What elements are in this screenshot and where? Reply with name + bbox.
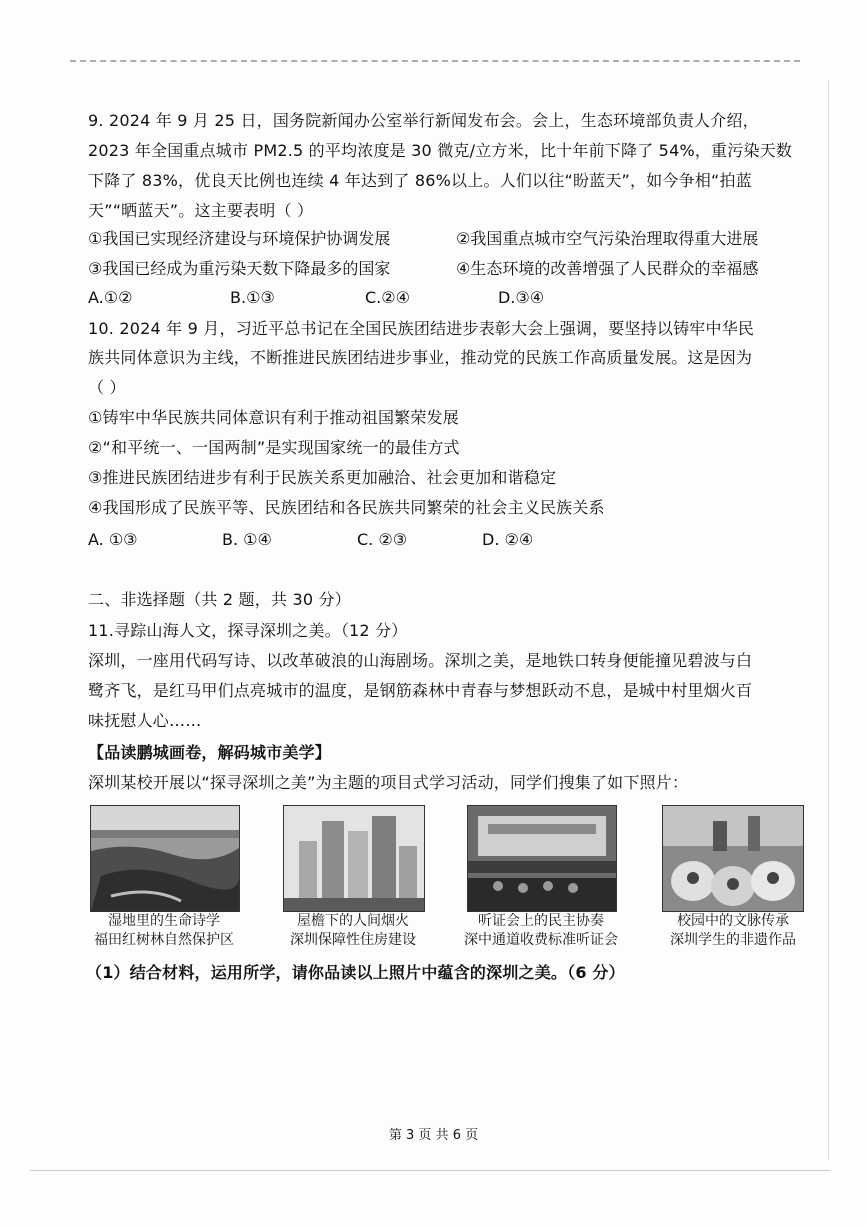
photo-1-caption-title: 湿地里的生命诗学 <box>108 913 220 929</box>
q10-statement-2: ②“和平统一、一国两制”是实现国家统一的最佳方式 <box>88 438 460 457</box>
q9-statement-3: ③我国已经成为重污染天数下降最多的国家 <box>88 259 391 278</box>
q11-sub-question-1: （1）结合材料，运用所学，请你品读以上照片中蕴含的深圳之美。（6 分） <box>86 963 625 982</box>
q10-stem-line-2: 族共同体意识为主线，不断推进民族团结进步事业，推动党的民族工作高质量发展。这是因为 <box>88 348 753 367</box>
q11-subheading: 【品读鹏城画卷，解码城市美学】 <box>88 743 332 762</box>
photo-3-caption <box>451 912 631 950</box>
q9-option-c[interactable]: C.②④ <box>365 288 410 307</box>
q11-activity: 深圳某校开展以“探寻深圳之美”为主题的项目式学习活动，同学们搜集了如下照片： <box>88 773 689 792</box>
q10-statement-1: ①铸牢中华民族共同体意识有利于推动祖国繁荣发展 <box>88 408 459 427</box>
q11-intro-line-1: 深圳，一座用代码写诗、以改革破浪的山海剧场。深圳之美，是地铁口转身便能撞见碧波与白 <box>88 651 753 670</box>
photo-3-caption-subtitle: 深中通道收费标准听证会 <box>464 932 618 948</box>
q10-statement-3: ③推进民族团结进步有利于民族关系更加融洽、社会更加和谐稳定 <box>88 468 557 487</box>
photo-affordable-housing <box>283 805 425 912</box>
photo-1-caption <box>74 912 254 950</box>
q9-statement-2: ②我国重点城市空气污染治理取得重大进展 <box>456 229 759 248</box>
q9-option-b[interactable]: B.①③ <box>230 288 275 307</box>
photo-4-caption <box>643 912 823 950</box>
photo-heritage-works <box>662 805 804 912</box>
section-2-heading: 二、非选择题（共 2 题，共 30 分） <box>88 590 351 609</box>
photo-1-caption-subtitle: 福田红树林自然保护区 <box>94 932 234 948</box>
photo-heritage-image <box>663 806 803 911</box>
right-edge-shadow <box>828 80 829 1160</box>
q9-option-a[interactable]: A.①② <box>88 288 133 307</box>
photo-hearing-image <box>468 806 616 911</box>
photo-mangrove-image <box>91 806 239 911</box>
q10-option-c[interactable]: C. ②③ <box>357 530 408 549</box>
photo-2-caption-subtitle: 深圳保障性住房建设 <box>290 932 416 948</box>
q11-intro-line-2: 鹭齐飞，是红马甲们点亮城市的温度，是钢筋森林中青春与梦想跃动不息，是城中村里烟火百 <box>88 681 753 700</box>
q9-stem-line-3: 下降了 83%，优良天比例也连续 4 年达到了 86%以上。人们以往“盼蓝天”，如今争相“拍蓝 <box>88 171 752 190</box>
photo-4-caption-subtitle: 深圳学生的非遗作品 <box>670 932 796 948</box>
q9-stem-line-1: 9. 2024 年 9 月 25 日，国务院新闻办公室举行新闻发布会。会上，生态环境部负责人介绍， <box>88 111 759 130</box>
q9-statement-4: ④生态环境的改善增强了人民群众的幸福感 <box>456 259 759 278</box>
q11-intro-line-3: 味抚慰人心…… <box>88 711 202 730</box>
q10-option-a[interactable]: A. ①③ <box>88 530 138 549</box>
q9-stem-line-4: 天”“晒蓝天”。这主要表明（ ） <box>88 201 314 220</box>
q10-stem-line-3: （ ） <box>88 378 126 397</box>
q9-option-d[interactable]: D.③④ <box>498 288 545 307</box>
photo-mangrove-wetland <box>90 805 240 912</box>
photo-4-caption-title: 校园中的文脉传承 <box>677 913 789 929</box>
photo-3-caption-title: 听证会上的民主协奏 <box>478 913 604 929</box>
bottom-scan-rule <box>30 1170 830 1171</box>
photo-public-hearing <box>467 805 617 912</box>
q10-statement-4: ④我国形成了民族平等、民族团结和各民族共同繁荣的社会主义民族关系 <box>88 498 605 517</box>
page-footer: 第 3 页 共 6 页 <box>388 1128 479 1143</box>
q10-option-d[interactable]: D. ②④ <box>482 530 534 549</box>
photo-2-caption-title: 屋檐下的人间烟火 <box>297 913 409 929</box>
photo-2-caption <box>263 912 443 950</box>
photo-housing-image <box>284 806 424 911</box>
q11-title: 11.寻踪山海人文，探寻深圳之美。（12 分） <box>88 621 408 640</box>
q10-option-b[interactable]: B. ①④ <box>222 530 272 549</box>
top-scan-rule <box>70 60 800 62</box>
q10-stem-line-1: 10. 2024 年 9 月，习近平总书记在全国民族团结进步表彰大会上强调，要坚持以铸牢中华民 <box>88 319 755 338</box>
q9-statement-1: ①我国已实现经济建设与环境保护协调发展 <box>88 229 391 248</box>
q9-stem-line-2: 2023 年全国重点城市 PM2.5 的平均浓度是 30 微克/立方米，比十年前下降了 54%，重污染天数 <box>88 141 793 160</box>
